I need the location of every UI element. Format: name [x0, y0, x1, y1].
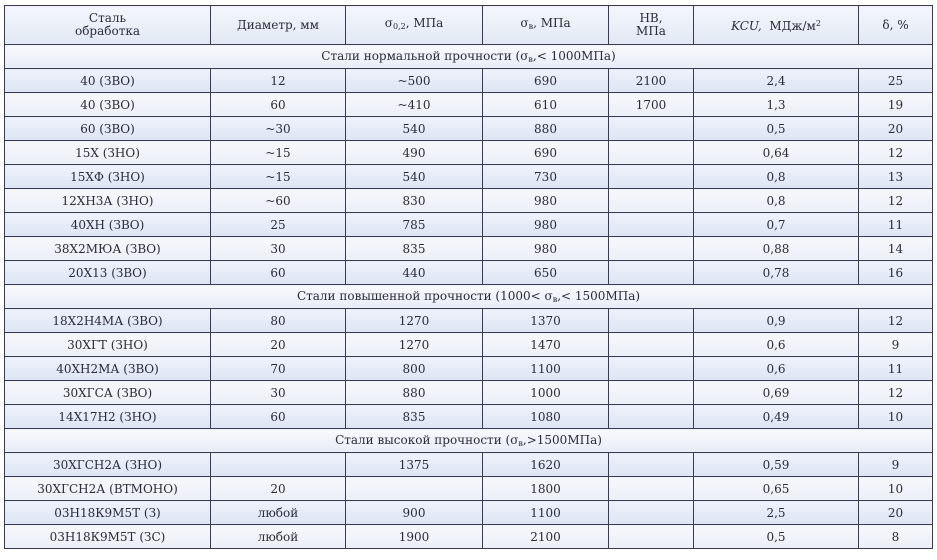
cell-steel: 14Х17Н2 (ЗНО): [5, 405, 211, 429]
cell-hb: [609, 141, 694, 165]
table-row: [5, 477, 933, 501]
cell-diameter: 60: [211, 93, 346, 117]
cell-hb: [609, 525, 694, 549]
cell-kcu: 0,7: [694, 213, 859, 237]
cell-yield: 1900: [346, 525, 483, 549]
group-title: Стали нормальной прочности $(\sigma_в,< 1000МПа)$: [5, 45, 933, 69]
cell-steel: 30ХГСН2А (ЗНО): [5, 453, 211, 477]
cell-delta: 10: [859, 477, 933, 501]
cell-tensile: 1620: [483, 453, 609, 477]
cell-delta: 10: [859, 405, 933, 429]
table-row: [5, 165, 933, 189]
header-steel-line2: обработка: [74, 24, 141, 38]
cell-tensile: 690: [483, 141, 609, 165]
cell-kcu: 0,64: [694, 141, 859, 165]
table-row: [5, 309, 933, 333]
cell-yield: 785: [346, 213, 483, 237]
cell-diameter: 70: [211, 357, 346, 381]
cell-diameter: 60: [211, 261, 346, 285]
cell-kcu: 2,5: [694, 501, 859, 525]
header-kcu-label: KCU,: [731, 19, 762, 33]
cell-tensile: 1370: [483, 309, 609, 333]
cell-diameter: ~60: [211, 189, 346, 213]
cell-yield: 900: [346, 501, 483, 525]
header-steel-line1: Сталь: [88, 11, 127, 25]
cell-yield: 540: [346, 165, 483, 189]
cell-delta: 13: [859, 165, 933, 189]
cell-yield: ~500: [346, 69, 483, 93]
cell-tensile: 650: [483, 261, 609, 285]
cell-hb: 2100: [609, 69, 694, 93]
cell-hb: [609, 357, 694, 381]
cell-hb: [609, 405, 694, 429]
cell-tensile: 1100: [483, 501, 609, 525]
cell-steel: 15Х (ЗНО): [5, 141, 211, 165]
cell-delta: 12: [859, 381, 933, 405]
cell-steel: 30ХГСН2А (ВТМОНО): [5, 477, 211, 501]
cell-kcu: 0,8: [694, 165, 859, 189]
cell-yield: [346, 477, 483, 501]
cell-diameter: 30: [211, 237, 346, 261]
header-diameter: Диаметр, мм: [211, 6, 346, 45]
cell-tensile: 1100: [483, 357, 609, 381]
cell-kcu: 2,4: [694, 69, 859, 93]
cell-kcu: 0,88: [694, 237, 859, 261]
cell-steel: 40 (ЗВО): [5, 93, 211, 117]
table-row: [5, 141, 933, 165]
cell-yield: 1375: [346, 453, 483, 477]
cell-diameter: любой: [211, 501, 346, 525]
cell-steel: 38Х2МЮА (ЗВО): [5, 237, 211, 261]
cell-diameter: 20: [211, 477, 346, 501]
cell-tensile: 2100: [483, 525, 609, 549]
cell-delta: 25: [859, 69, 933, 93]
cell-tensile: 1800: [483, 477, 609, 501]
cell-diameter: ~15: [211, 165, 346, 189]
cell-kcu: 0,59: [694, 453, 859, 477]
cell-delta: 12: [859, 141, 933, 165]
group-title: Стали повышенной прочности $(1000< \sigma_в,< 1500МПа)$: [5, 285, 933, 309]
cell-hb: 1700: [609, 93, 694, 117]
cell-kcu: 0,65: [694, 477, 859, 501]
cell-steel: 40 (ЗВО): [5, 69, 211, 93]
table-row: [5, 261, 933, 285]
cell-hb: [609, 501, 694, 525]
group-header-row: [5, 285, 933, 309]
cell-delta: 9: [859, 333, 933, 357]
group-header-row: [5, 429, 933, 453]
cell-kcu: 0,49: [694, 405, 859, 429]
table-body: [5, 45, 933, 549]
table-row: [5, 69, 933, 93]
cell-hb: [609, 477, 694, 501]
cell-yield: 835: [346, 405, 483, 429]
cell-yield: 1270: [346, 333, 483, 357]
cell-delta: 8: [859, 525, 933, 549]
cell-hb: [609, 333, 694, 357]
cell-kcu: 0,78: [694, 261, 859, 285]
table-row: [5, 237, 933, 261]
cell-kcu: 0,8: [694, 189, 859, 213]
cell-delta: 12: [859, 189, 933, 213]
cell-yield: ~410: [346, 93, 483, 117]
cell-delta: 20: [859, 117, 933, 141]
cell-tensile: 1000: [483, 381, 609, 405]
cell-tensile: 980: [483, 189, 609, 213]
cell-hb: [609, 237, 694, 261]
cell-diameter: [211, 453, 346, 477]
cell-kcu: 1,3: [694, 93, 859, 117]
cell-steel: 03Н18К9М5Т (З): [5, 501, 211, 525]
table-row: [5, 357, 933, 381]
header-hb-line1: HB,: [639, 11, 663, 25]
cell-kcu: 0,9: [694, 309, 859, 333]
table-row: [5, 405, 933, 429]
cell-diameter: ~15: [211, 141, 346, 165]
table-row: [5, 117, 933, 141]
cell-delta: 12: [859, 309, 933, 333]
cell-steel: 20Х13 (ЗВО): [5, 261, 211, 285]
cell-yield: 1270: [346, 309, 483, 333]
cell-tensile: 730: [483, 165, 609, 189]
header-delta: δ, %: [859, 6, 933, 45]
cell-delta: 19: [859, 93, 933, 117]
table-row: [5, 213, 933, 237]
cell-tensile: 1080: [483, 405, 609, 429]
cell-kcu: 0,6: [694, 333, 859, 357]
cell-delta: 11: [859, 357, 933, 381]
cell-delta: 9: [859, 453, 933, 477]
cell-yield: 880: [346, 381, 483, 405]
cell-tensile: 690: [483, 69, 609, 93]
cell-hb: [609, 309, 694, 333]
cell-kcu: 0,69: [694, 381, 859, 405]
cell-hb: [609, 381, 694, 405]
cell-yield: 440: [346, 261, 483, 285]
table-row: [5, 501, 933, 525]
cell-delta: 11: [859, 213, 933, 237]
header-row: [5, 6, 933, 45]
group-title: Стали высокой прочности $(\sigma_в,>1500МПа)$: [5, 429, 933, 453]
cell-hb: [609, 189, 694, 213]
cell-tensile: 880: [483, 117, 609, 141]
cell-kcu: 0,5: [694, 525, 859, 549]
cell-hb: [609, 453, 694, 477]
cell-diameter: 60: [211, 405, 346, 429]
steel-properties-table-wrapper: [4, 5, 933, 549]
cell-diameter: любой: [211, 525, 346, 549]
table-row: [5, 93, 933, 117]
cell-steel: 03Н18К9М5Т (ЗС): [5, 525, 211, 549]
cell-steel: 60 (ЗВО): [5, 117, 211, 141]
cell-delta: 14: [859, 237, 933, 261]
cell-kcu: 0,6: [694, 357, 859, 381]
header-tensile: $\sigma_в$, МПа: [483, 6, 609, 45]
cell-diameter: 12: [211, 69, 346, 93]
cell-hb: [609, 261, 694, 285]
cell-steel: 18Х2Н4МА (ЗВО): [5, 309, 211, 333]
cell-steel: 40ХН (ЗВО): [5, 213, 211, 237]
table-row: [5, 333, 933, 357]
cell-tensile: 980: [483, 237, 609, 261]
cell-delta: 16: [859, 261, 933, 285]
header-steel: [5, 6, 211, 45]
cell-steel: 12ХН3А (ЗНО): [5, 189, 211, 213]
header-yield: $\sigma_{0,2}$, МПа: [346, 6, 483, 45]
cell-hb: [609, 213, 694, 237]
cell-yield: 490: [346, 141, 483, 165]
table-row: [5, 525, 933, 549]
table-row: [5, 381, 933, 405]
cell-steel: 40ХН2МА (ЗВО): [5, 357, 211, 381]
cell-steel: 30ХГТ (ЗНО): [5, 333, 211, 357]
cell-hb: [609, 117, 694, 141]
cell-steel: 15ХФ (ЗНО): [5, 165, 211, 189]
cell-diameter: 25: [211, 213, 346, 237]
cell-kcu: 0,5: [694, 117, 859, 141]
table-row: [5, 189, 933, 213]
header-hb: [609, 6, 694, 45]
cell-hb: [609, 165, 694, 189]
cell-tensile: 1470: [483, 333, 609, 357]
header-kcu: KCU, МДж/$м^2$: [694, 6, 859, 45]
cell-yield: 830: [346, 189, 483, 213]
cell-diameter: 80: [211, 309, 346, 333]
cell-tensile: 980: [483, 213, 609, 237]
table-row: [5, 453, 933, 477]
cell-yield: 835: [346, 237, 483, 261]
cell-steel: 30ХГСА (ЗВО): [5, 381, 211, 405]
cell-tensile: 610: [483, 93, 609, 117]
cell-yield: 540: [346, 117, 483, 141]
group-header-row: [5, 45, 933, 69]
cell-delta: 20: [859, 501, 933, 525]
header-hb-line2: МПа: [636, 24, 666, 38]
cell-yield: 800: [346, 357, 483, 381]
cell-diameter: ~30: [211, 117, 346, 141]
steel-properties-table: [4, 5, 933, 549]
cell-diameter: 30: [211, 381, 346, 405]
cell-diameter: 20: [211, 333, 346, 357]
